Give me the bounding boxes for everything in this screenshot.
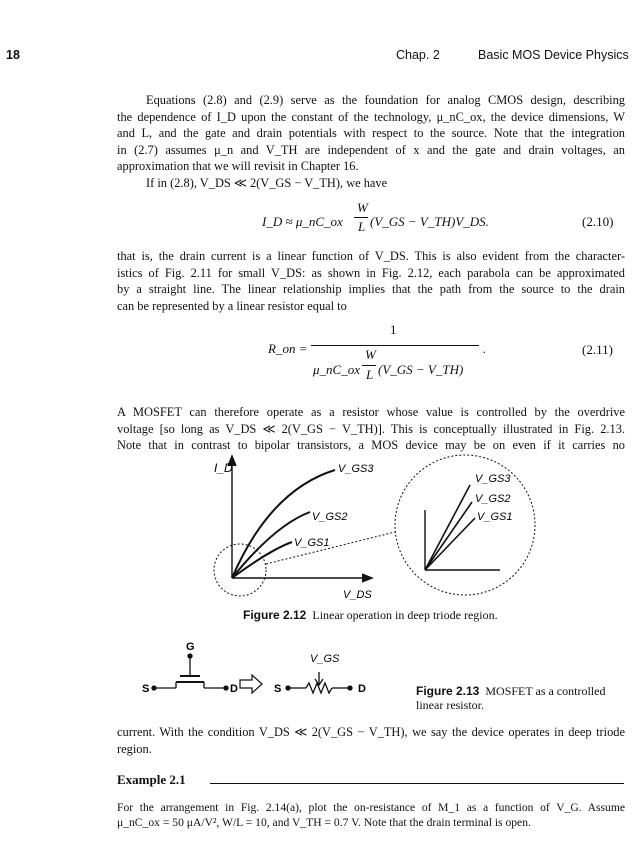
zoom-label: V_GS2 xyxy=(475,493,511,505)
example-body xyxy=(117,800,625,830)
paragraph-4 xyxy=(117,404,625,454)
line-vgs1 xyxy=(425,518,475,570)
chapter-title: Basic MOS Device Physics xyxy=(478,48,629,62)
figure-2-13-caption xyxy=(416,684,605,712)
text-line: that is, the drain current is a linear function of V_DS. This is also evident from the character- xyxy=(117,249,625,263)
figure-2-12 xyxy=(200,450,560,600)
zoom-label: V_GS1 xyxy=(477,511,513,523)
line-vgs3 xyxy=(425,485,470,570)
text-line: voltage [so long as V_DS ≪ 2(V_GS − V_TH)]. This is conceptually illustrated in Fig. 2.13. xyxy=(117,421,625,436)
equation-number: (2.10) xyxy=(582,214,614,229)
zoomed-view-circle xyxy=(395,455,535,595)
drain-label: D xyxy=(358,683,366,695)
curve-label: V_GS3 xyxy=(338,463,374,475)
text-line: A MOSFET can therefore operate as a resistor whose value is controlled by the overdrive xyxy=(117,405,625,419)
text-line: can be represented by a linear resistor equal to xyxy=(117,298,347,313)
drain-label: D xyxy=(230,683,238,695)
text-line: current. With the condition V_DS ≪ 2(V_GS − V_TH), we say the device operates in deep triode xyxy=(117,725,625,739)
text-line: by a straight line. The linear relationship implies that the path from the source to the drain xyxy=(117,282,625,297)
text-line: in (2.7) assumes μ_n and V_TH are independent of x and the gate and drain voltages, an xyxy=(117,142,625,157)
denominator-suffix: (V_GS − V_TH) xyxy=(378,362,464,377)
text-line: For the arrangement in Fig. 2.14(a), plot the on-resistance of M_1 as a function of V_G. Assume xyxy=(117,801,625,814)
inner-fraction-numerator: W xyxy=(365,347,376,362)
text-line: istics of Fig. 2.11 for small V_DS: as shown in Fig. 2.12, each parabola can be approximated xyxy=(117,265,625,280)
figure-2-12-caption xyxy=(243,608,498,623)
paragraph-1 xyxy=(117,92,625,175)
paragraph-2: If in (2.8), V_DS ≪ 2(V_GS − V_TH), we have xyxy=(146,176,388,190)
text-line: region. xyxy=(117,741,152,756)
example-title: Example 2.1 xyxy=(117,772,186,787)
text-line: the dependence of I_D upon the constant of the technology, μ_nC_ox, the device dimensions, W xyxy=(117,109,625,124)
curve-vgs3 xyxy=(232,470,335,578)
fraction-numerator: 1 xyxy=(390,322,397,337)
curve-label: V_GS2 xyxy=(312,511,348,523)
paragraph-5 xyxy=(117,724,625,757)
page-number: 18 xyxy=(6,48,20,62)
example-rule xyxy=(210,783,624,784)
curve-label: V_GS1 xyxy=(294,537,330,549)
caption-number: Figure 2.13 xyxy=(416,684,480,698)
caption-number: Figure 2.12 xyxy=(243,608,307,622)
arrow-icon xyxy=(240,675,262,693)
zoom-label: V_GS3 xyxy=(475,473,511,485)
vgs-label: V_GS xyxy=(310,653,340,665)
chapter-label: Chap. 2 xyxy=(396,48,440,62)
inner-fraction-denominator: L xyxy=(366,367,374,382)
caption-text: MOSFET as a controlled xyxy=(485,684,606,698)
denominator-prefix: μ_nC_ox xyxy=(313,362,360,377)
x-axis-label: V_DS xyxy=(343,589,372,600)
text-line: Note that in contrast to bipolar transistors, a MOS device may be on even if it carries no xyxy=(117,438,625,453)
equation-lhs: R_on = xyxy=(268,341,308,356)
caption-text: Linear operation in deep triode region. xyxy=(312,608,498,622)
text-line: μ_nC_ox = 50 μA/V², W/L = 10, and V_TH = 0.7 V. Note that the drain terminal is open. xyxy=(117,816,531,829)
source-label: S xyxy=(142,683,150,695)
zoom-connector xyxy=(266,532,395,564)
figure-2-13 xyxy=(140,632,420,702)
text-line: approximation that we will revisit in Chapter 16. xyxy=(117,159,359,174)
equation-rhs: (V_GS − V_TH)V_DS. xyxy=(370,214,489,229)
text-line: Equations (2.8) and (2.9) serve as the foundation for analog CMOS design, describing xyxy=(146,93,625,107)
text-line: and L, and the gate and drain potentials with respect to the source. Note that the integration xyxy=(117,126,625,141)
equation-number: (2.11) xyxy=(582,342,613,357)
source-label: S xyxy=(274,683,282,695)
gate-label: G xyxy=(186,641,195,653)
fraction-denominator: L xyxy=(358,219,366,234)
fraction-numerator: W xyxy=(357,200,368,215)
y-axis-label: I_D xyxy=(214,461,233,475)
line-vgs2 xyxy=(425,502,472,570)
caption-text: linear resistor. xyxy=(416,698,484,712)
paragraph-3 xyxy=(117,248,625,314)
zoom-region-circle xyxy=(214,544,266,596)
equation-lhs: I_D ≈ μ_nC_ox xyxy=(262,214,343,229)
x-axis-arrow xyxy=(362,574,372,582)
